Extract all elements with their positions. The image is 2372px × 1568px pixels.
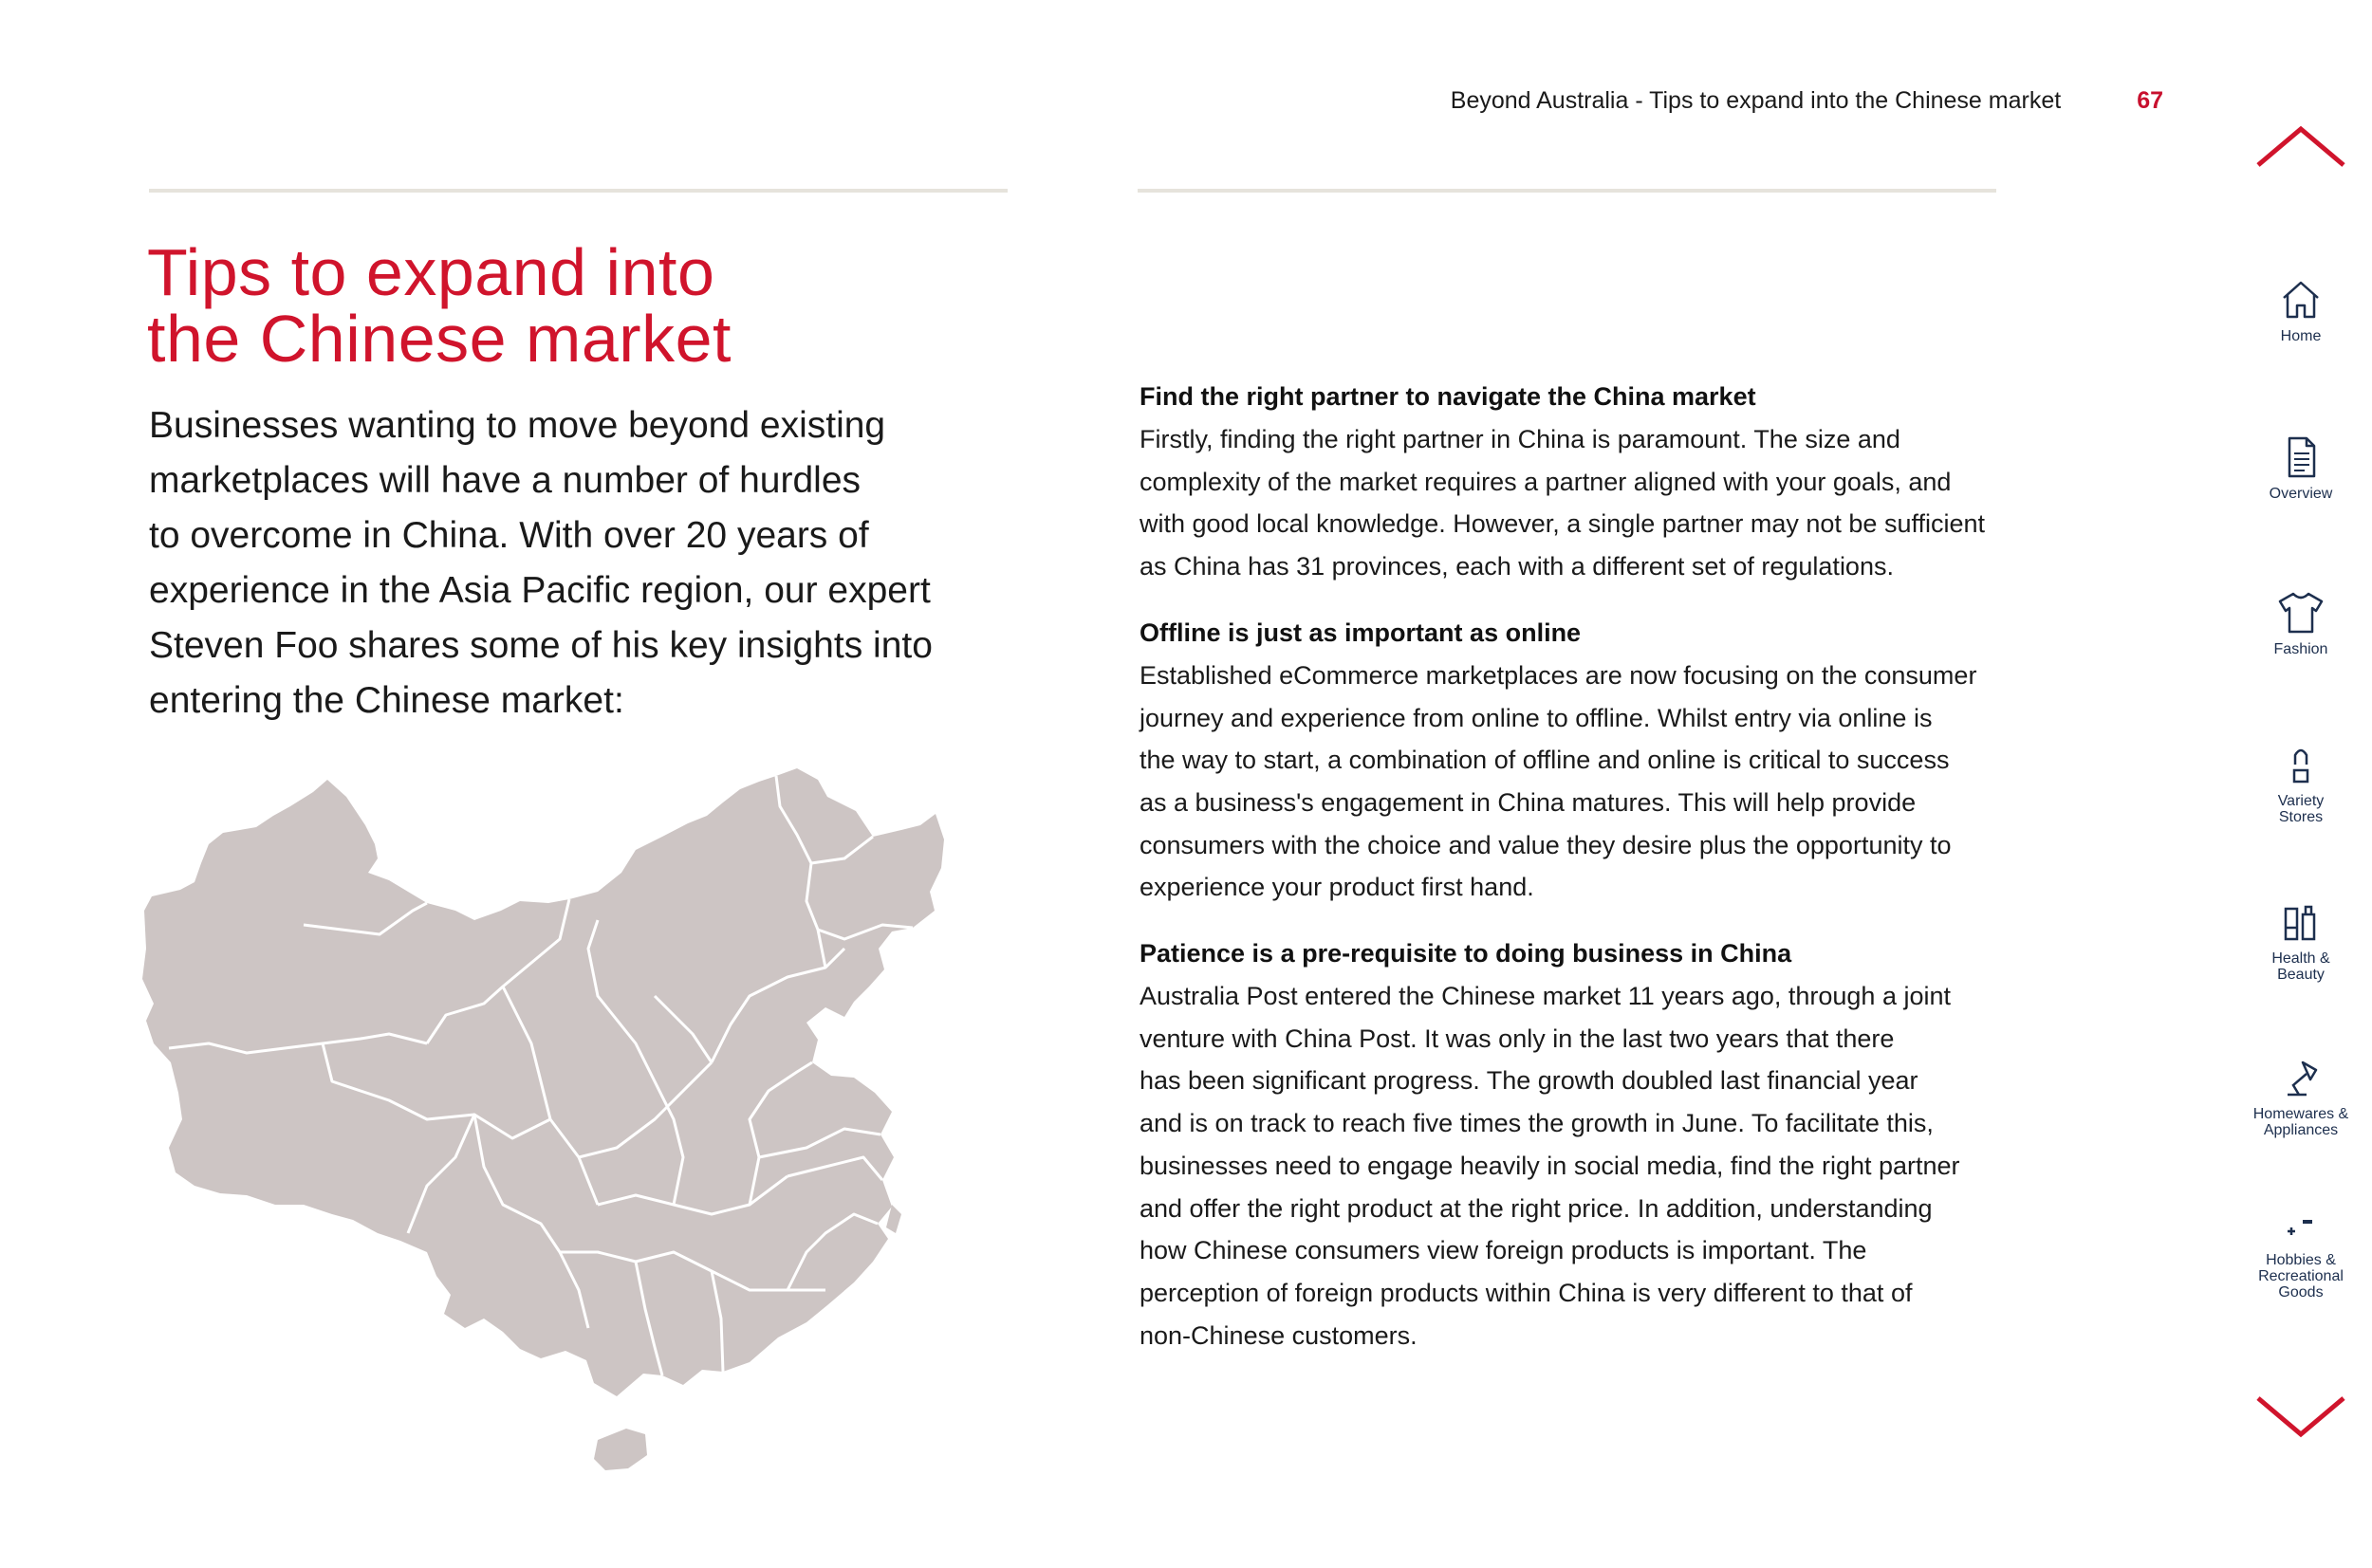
body-line: with good local knowledge. However, a single partner may not be sufficient [1140,509,1986,539]
nav-item-variety-stores[interactable] [2230,742,2372,825]
nav-label: Overview [2269,486,2333,502]
side-navigation [2230,0,2372,1568]
chevron-up-icon[interactable] [2249,120,2353,176]
section-body [1140,418,2088,588]
section-heading: Find the right partner to navigate the China market [1140,382,1756,411]
nav-item-hobbies-recreational[interactable] [2230,1208,2372,1301]
body-line: the way to start, a combination of offline and online is critical to success [1140,746,1950,775]
article-body [1140,376,2088,1380]
body-line: how Chinese consumers view foreign products is important. The [1140,1236,1867,1265]
home-icon [2278,277,2324,323]
nav-item-home[interactable] [2230,277,2372,344]
intro-line: to overcome in China. With over 20 years of [149,515,869,556]
body-line: Established eCommerce marketplaces are now focusing on the consumer [1140,660,1977,690]
tshirt-icon [2276,590,2326,636]
running-header [1252,87,2163,115]
intro-paragraph [149,398,1022,729]
body-line: businesses need to engage heavily in social media, find the right partner [1140,1151,1960,1180]
body-line: perception of foreign products within China is very different to that of [1140,1278,1913,1307]
nav-label: Fashion [2273,641,2328,657]
nav-label: Home [2280,328,2322,344]
section-heading: Offline is just as important as online [1140,618,1582,647]
section-offline-online [1140,612,2088,909]
body-line: non-Chinese customers. [1140,1320,1418,1350]
nav-label: Hobbies & Recreational Goods [2258,1252,2344,1301]
nav-item-health-beauty[interactable] [2230,899,2372,983]
body-line: consumers with the choice and value they desire plus the opportunity to [1140,830,1952,859]
intro-line: Steven Foo shares some of his key insights into [149,625,933,666]
game-controller-icon [2278,1208,2324,1246]
running-title: Beyond Australia - Tips to expand into the Chinese market [1450,87,2062,114]
body-line: journey and experience from online to offline. Whilst entry via online is [1140,703,1933,732]
title-line-2: the Chinese market [147,302,732,376]
intro-line: Businesses wanting to move beyond existing [149,405,886,446]
body-line: and is on track to reach five times the growth in June. To facilitate this, [1140,1109,1934,1138]
body-line: experience your product first hand. [1140,873,1534,902]
section-patience [1140,932,2088,1356]
section-heading: Patience is a pre-requisite to doing business in China [1140,939,1792,968]
bottles-icon [2278,899,2324,945]
chevron-down-icon[interactable] [2249,1387,2353,1444]
left-divider [149,189,1008,193]
hainan-island-shape [594,1429,647,1470]
body-line: Firstly, finding the right partner in China is paramount. The size and [1140,425,1900,453]
intro-line: entering the Chinese market: [149,680,624,721]
page-title [147,235,1006,376]
nav-item-homewares-appliances[interactable] [2230,1055,2372,1138]
intro-line: experience in the Asia Pacific region, our expert [149,570,931,611]
lamp-icon [2278,1055,2324,1100]
body-line: as China has 31 provinces, each with a different set of regulations. [1140,552,1894,581]
document-icon [2278,434,2324,480]
page-number: 67 [2137,87,2163,114]
section-find-partner [1140,376,2088,588]
body-line: and offer the right product at the right price. In addition, understanding [1140,1193,1933,1223]
china-map-illustration [142,759,996,1480]
nav-label: Homewares & Appliances [2252,1106,2349,1138]
body-line: as a business's engagement in China matures. This will help provide [1140,787,1917,817]
right-divider [1138,189,1996,193]
body-line: complexity of the market requires a partner aligned with your goals, and [1140,467,1952,496]
body-line: venture with China Post. It was only in the last two years that there [1140,1024,1895,1053]
body-line: has been significant progress. The growth doubled last financial year [1140,1066,1918,1096]
title-line-1: Tips to expand into [147,235,715,309]
section-body [1140,975,2088,1356]
nav-label: Variety Stores [2277,793,2325,825]
body-line: Australia Post entered the Chinese market 11 years ago, through a joint [1140,982,1951,1011]
nav-label: Health & Beauty [2271,950,2330,983]
lock-icon [2278,742,2324,787]
nav-item-fashion[interactable] [2230,590,2372,657]
section-body [1140,655,2088,909]
nav-item-overview[interactable] [2230,434,2372,502]
intro-line: marketplaces will have a number of hurdles [149,460,862,501]
